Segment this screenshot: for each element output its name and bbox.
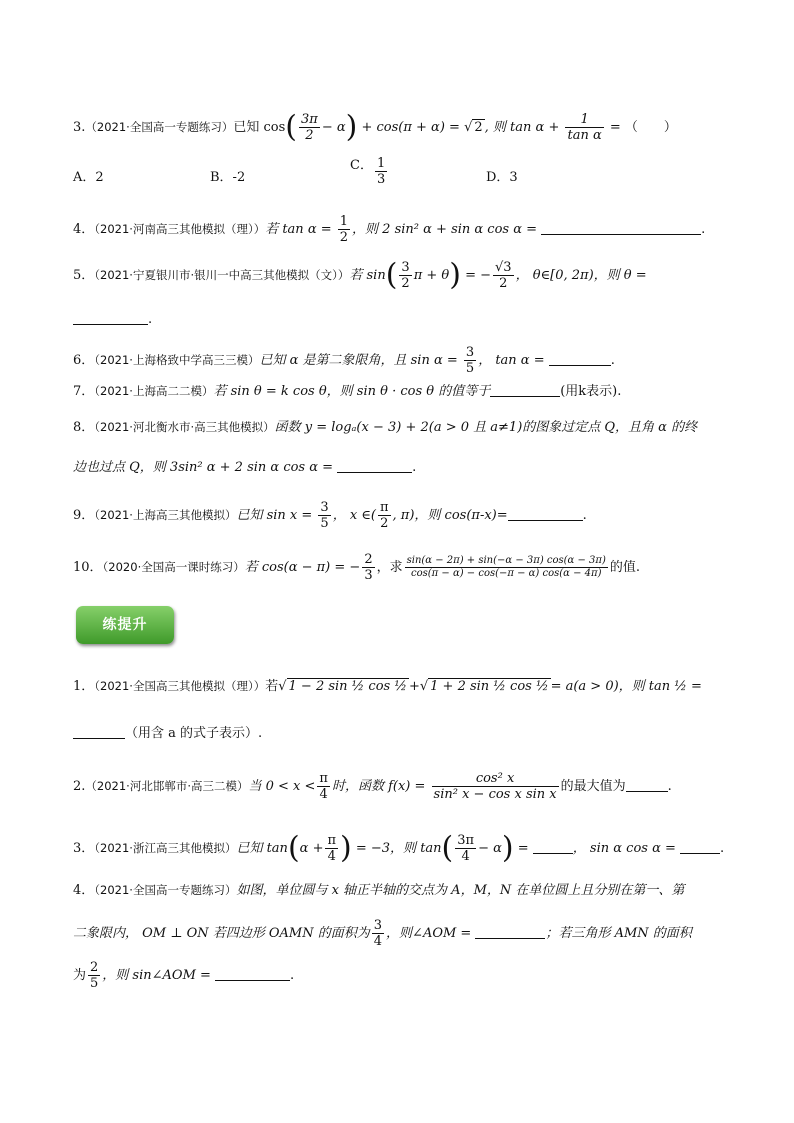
answer-blank[interactable] xyxy=(73,310,148,325)
fraction: $\frac{3}{5}$ xyxy=(320,500,329,531)
fraction: $\frac{\pi}{4}$ xyxy=(327,833,337,864)
answer-blank[interactable] xyxy=(508,506,583,521)
choice-a[interactable]: A．2 xyxy=(73,170,104,185)
question-9: 9．（2021·上海高三其他模拟）已知 sin x = $\frac{3}{5}$ ， x ∈( $\frac{\pi}{2}$ , π)，则 cos(π-x)= . xyxy=(73,500,587,531)
answer-blank[interactable] xyxy=(337,458,412,473)
fraction: $\frac{\pi}{4}$ xyxy=(319,771,328,802)
question-6: 6．（2021·上海格致中学高三三模）已知 α 是第二象限角，且 sin α = $\frac{3}{5}$ ， tan α = . xyxy=(73,345,615,376)
question-8-cont: 边也过点 Q，则 3sin² α + 2 sin α cos α = . xyxy=(73,460,417,475)
answer-choices xyxy=(73,156,673,198)
practice-question-1-answer: （用含 a 的式子表示）. xyxy=(73,724,724,744)
answer-blank[interactable] xyxy=(626,777,668,792)
fraction: $\frac{\pi}{2}$ xyxy=(380,500,389,531)
question-source: （2020·全国高一课时练习） xyxy=(102,560,245,574)
question-source: （2021·上海高二二模） xyxy=(94,384,214,398)
question-5-answer: . xyxy=(73,310,724,330)
question-3: 3.（2021·全国高一专题练习）已知 cos( $\frac{3\pi}{2}$ − α) + cos(π + α) = √ 2 , 则 tan α + $\frac{1}{\text{tan α}}$ = （ ） xyxy=(73,109,677,145)
answer-blank[interactable] xyxy=(541,220,701,235)
answer-blank[interactable] xyxy=(549,351,611,366)
question-7: 7．（2021·上海高二二模）若 sin θ = k cos θ，则 sin θ · cos θ 的值等于 (用k表示). xyxy=(73,384,622,399)
fraction: $\frac{3}{2}$ xyxy=(401,260,410,291)
question-source: （2021·上海高三其他模拟） xyxy=(94,508,237,522)
question-5: 5．（2021·宁夏银川市·银川一中高三其他模拟（文））若 sin( $\frac{3}{2}$ π + θ) = − $\frac{√3}{2}$ ， θ∈[0, 2π)，则 θ = xyxy=(73,257,647,293)
fraction: $\frac{\sin(\alpha - 2\pi) + \sin(-\alpha - 3\pi) \cos(\alpha - 3\pi)}{\cos(\pi - \alpha) - \cos(-\pi - \alpha) \cos(\alpha - 4\pi)}$ xyxy=(406,555,606,579)
answer-blank[interactable] xyxy=(533,839,573,854)
answer-blank[interactable] xyxy=(215,966,290,981)
practice-question-1: 1．（2021·全国高三其他模拟（理））若√ 1 − 2 sin ½ cos ½ +√ 1 + 2 sin ½ cos ½ = a(a > 0)，则 tan ½ = xyxy=(73,679,702,694)
practice-question-4-end: 为 $\frac{2}{5}$ ，则 sin∠AOM = . xyxy=(73,960,295,991)
fraction: $\frac{3}{5}$ xyxy=(465,345,475,376)
answer-blank[interactable] xyxy=(490,382,560,397)
question-4: 4．（2021·河南高三其他模拟（理））若 tan α = $\frac{1}{2}$ ，则 2 sin² α + sin α cos α = . xyxy=(73,214,706,245)
question-source: （2021·宁夏银川市·银川一中高三其他模拟（文）） xyxy=(94,268,350,282)
question-10: 10．（2020·全国高一课时练习）若 cos(α − π) = − $\frac{2}{3}$ ，求 $\frac{\sin(\alpha - 2\pi) + \sin(-\alpha - 3\pi) \cos(\alpha - 3\pi)}{\cos(\pi - \alpha) - \cos(-\pi - \alpha) \cos(\alpha - 4\pi)}$ 的值. xyxy=(73,552,641,583)
practice-question-4-cont: 二象限内， OM ⊥ ON 若四边形 OAMN 的面积为 $\frac{3}{4}$ ，则∠AOM = ；若三角形 AMN 的面积 xyxy=(73,918,692,949)
question-source: （2021·全国高一专题练习） xyxy=(94,883,237,897)
practice-question-3: 3．（2021·浙江高三其他模拟）已知 tan(α + $\frac{\pi}{4}$ ) = −3，则 tan( $\frac{3\pi}{4}$ − α) = ， sin α cos α = . xyxy=(73,830,725,866)
answer-blank[interactable] xyxy=(73,724,125,739)
fraction: $\frac{2}{3}$ xyxy=(364,552,373,583)
question-source: （2021·河北邯郸市·高三二模） xyxy=(85,779,249,793)
practice-question-2: 2.（2021·河北邯郸市·高三二模）当 0 < x < $\frac{\pi}{4}$ 时，函数 f(x) = $\frac{\text{cos² x}}{\text{sin² x − cos x sin x}}$ 的最大值为 . xyxy=(73,771,672,802)
fraction: $\frac{1}{2}$ xyxy=(339,214,349,245)
question-source: （2021·全国高一专题练习） xyxy=(85,120,234,134)
fraction: $\frac{2}{5}$ xyxy=(90,960,99,991)
question-source: （2021·上海格致中学高三三模） xyxy=(94,353,260,367)
choice-d[interactable]: D．3 xyxy=(486,170,518,185)
choice-c[interactable]: C． $\frac{1}{3}$ xyxy=(350,156,386,187)
question-source: （2021·浙江高三其他模拟） xyxy=(94,841,237,855)
fraction: $\frac{3\pi}{4}$ xyxy=(457,833,475,864)
choice-b[interactable]: B．-2 xyxy=(210,170,246,185)
question-8: 8．（2021·河北衡水市·高三其他模拟）函数 y = logₐ(x − 3) + 2(a > 0 且 a≠1)的图象过定点 Q，且角 α 的终 xyxy=(73,420,698,435)
answer-blank[interactable] xyxy=(475,924,545,939)
fraction: $\frac{√3}{2}$ xyxy=(495,260,512,291)
fraction: $\frac{1}{\text{tan α}}$ xyxy=(567,112,602,143)
practice-question-4: 4．（2021·全国高一专题练习）如图，单位圆与 x 轴正半轴的交点为 A，M，N 在单位圆上且分别在第一、第 xyxy=(73,883,685,898)
answer-blank[interactable] xyxy=(680,839,720,854)
question-source: （2021·河南高三其他模拟（理）） xyxy=(94,222,266,236)
question-source: （2021·河北衡水市·高三其他模拟） xyxy=(94,420,275,434)
fraction: $\frac{3\pi}{2}$ xyxy=(300,112,318,143)
question-source: （2021·全国高三其他模拟（理）） xyxy=(94,679,266,693)
fraction: $\frac{\text{cos² x}}{\text{sin² x − cos x sin x}}$ xyxy=(433,771,557,802)
section-badge-practice: 练提升 xyxy=(76,606,174,644)
fraction: $\frac{3}{4}$ xyxy=(373,918,383,949)
